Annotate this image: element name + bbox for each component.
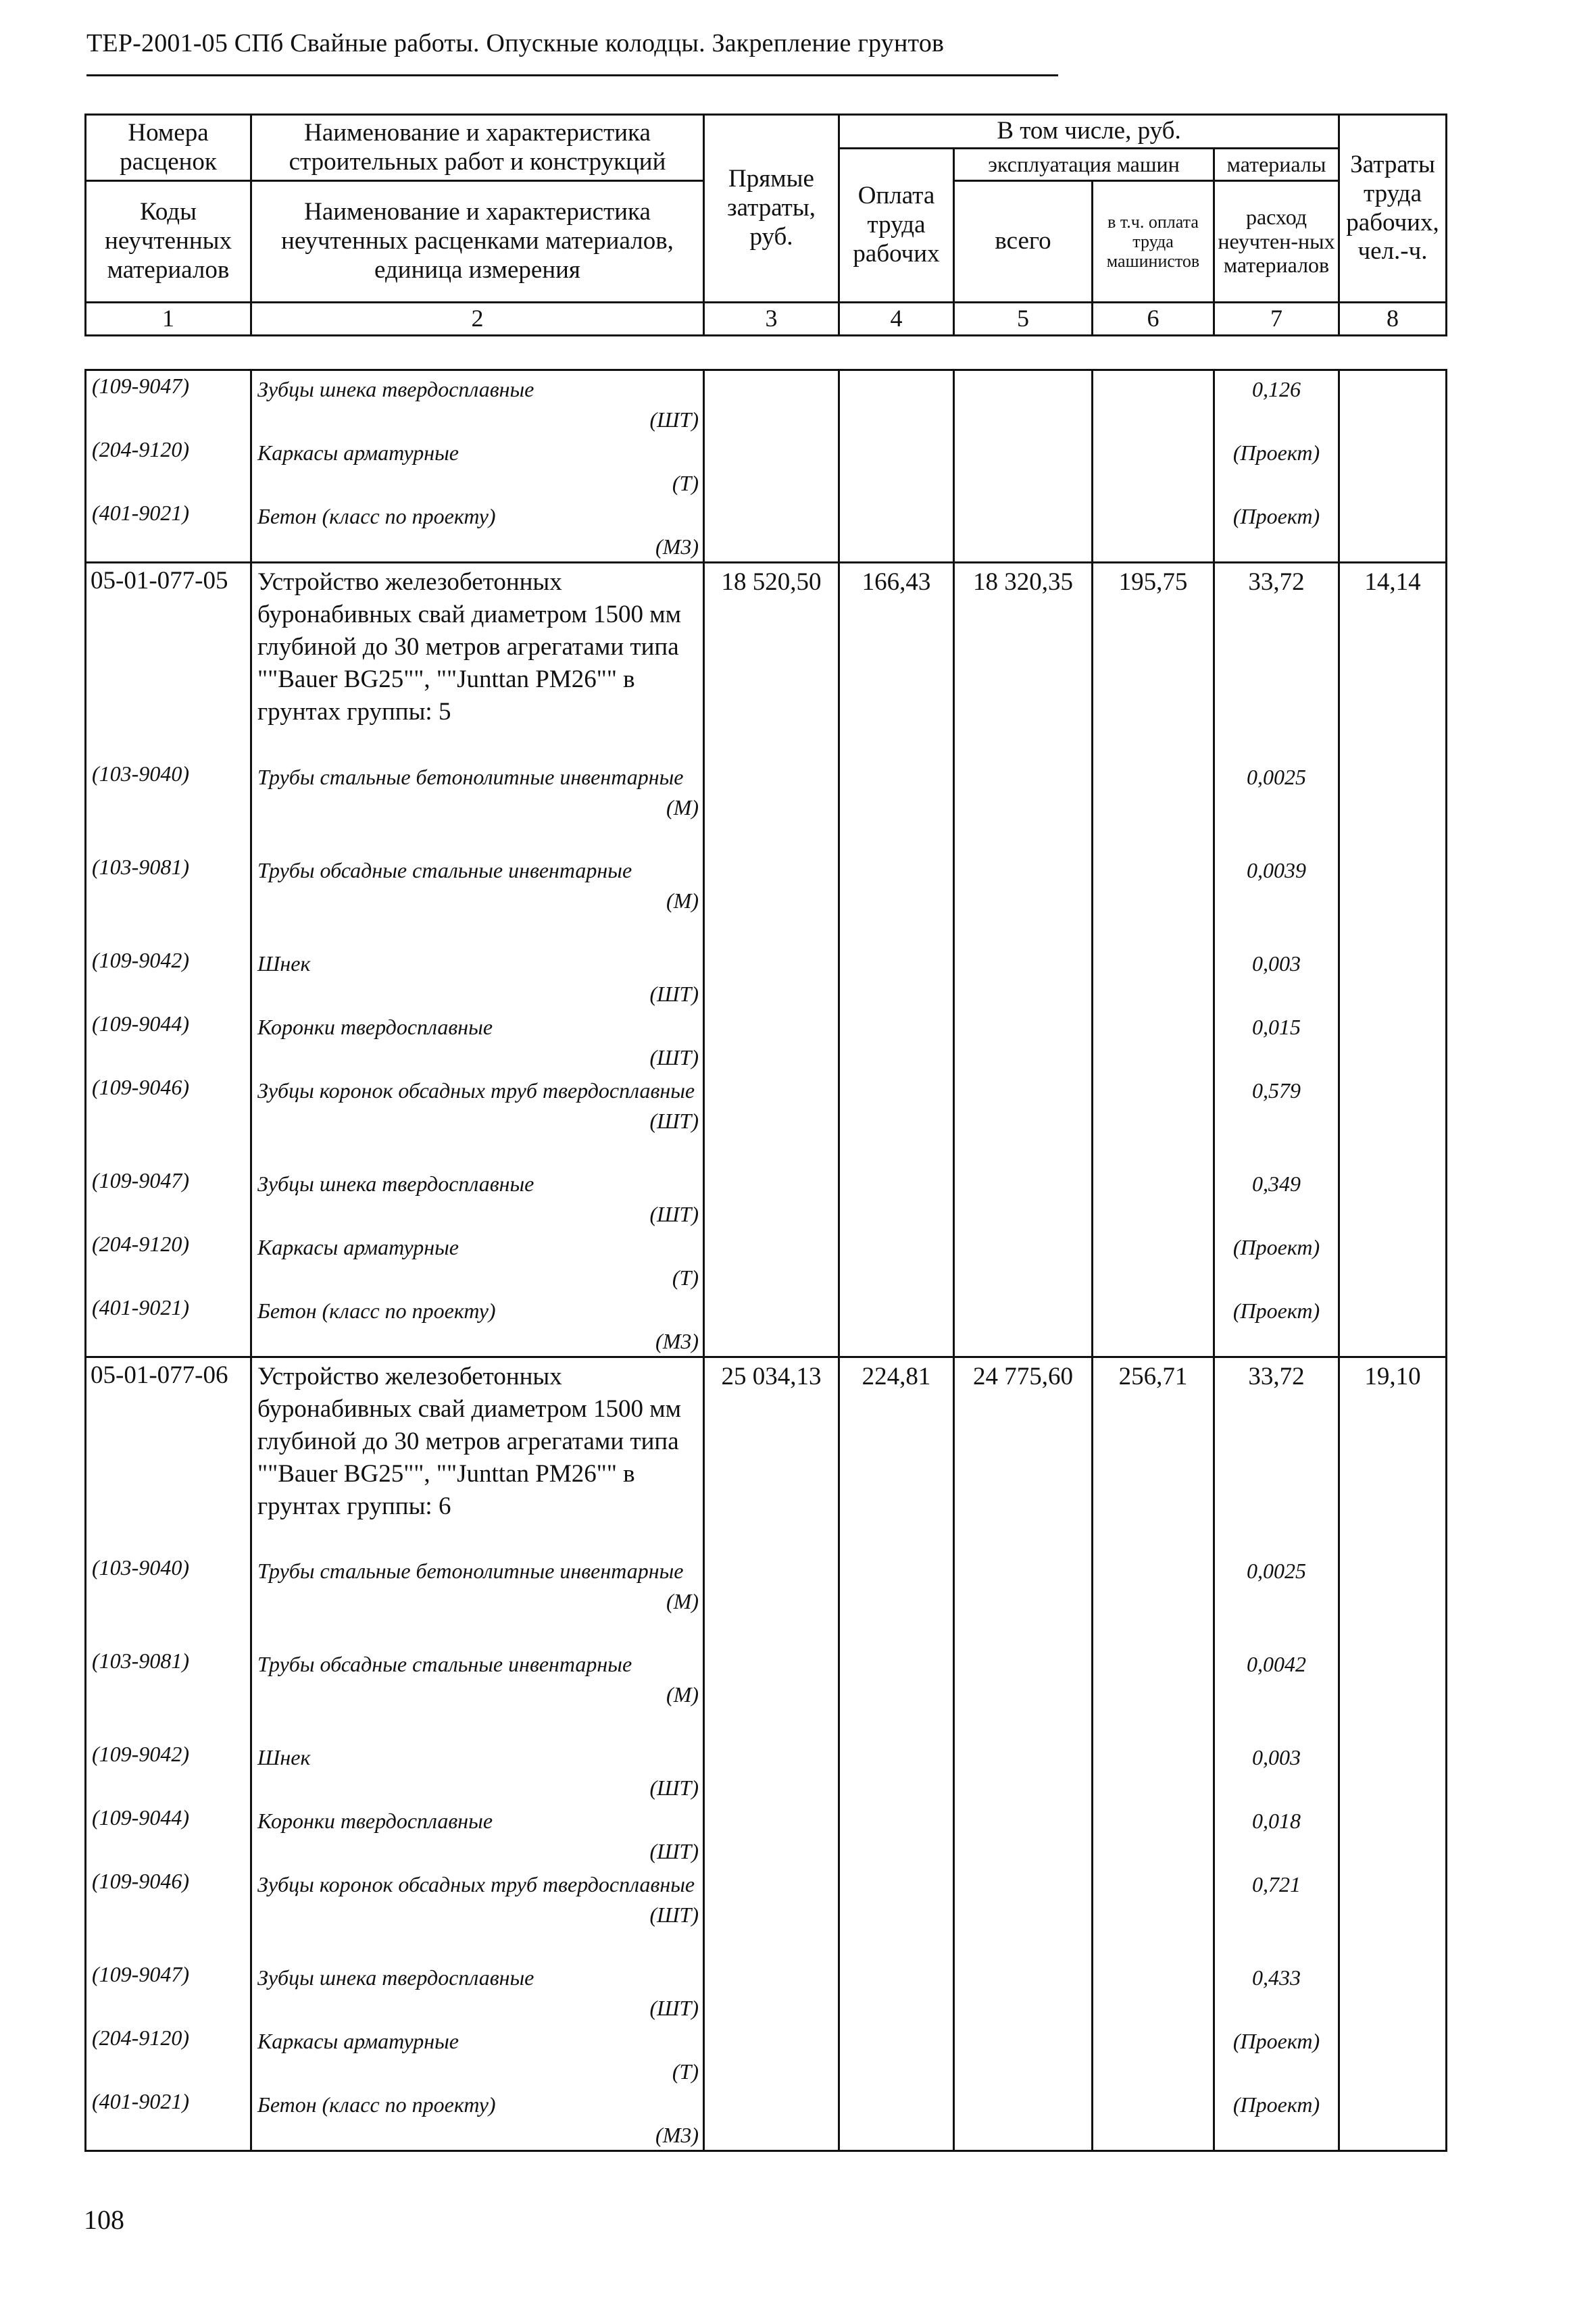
empty-cell	[704, 434, 839, 498]
empty-cell	[1339, 945, 1447, 1009]
empty-cell	[954, 1739, 1093, 1803]
material-name-cell	[251, 498, 704, 563]
rate-name: Устройство железобетонных буронабивных свай диаметром 1500 мм глубиной до 30 метров агрегатами типа ""Bauer BG25"", ""Junttan PM26"" в грунтах группы: 6	[251, 1357, 704, 1553]
material-name: Трубы обсадные стальные инвентарные	[257, 857, 632, 882]
material-name: Трубы обсадные стальные инвентарные	[257, 1652, 632, 1676]
machines-total: 18 320,35	[954, 563, 1093, 759]
col-labor-pay-header: Оплата труда рабочих	[839, 149, 954, 303]
material-quantity: 0,349	[1214, 1165, 1339, 1229]
material-code: (109-9047)	[86, 1959, 251, 2023]
empty-cell	[704, 1646, 839, 1739]
material-code: (109-9042)	[86, 945, 251, 1009]
empty-cell	[1339, 1072, 1447, 1165]
material-name-cell	[251, 1866, 704, 1959]
col-material-codes-header: Коды неучтенных материалов	[86, 181, 251, 303]
material-name: Каркасы арматурные	[257, 1234, 459, 1259]
material-name: Зубцы шнека твердосплавные	[257, 1171, 534, 1196]
empty-cell	[1093, 2023, 1214, 2086]
material-name-cell	[251, 1959, 704, 2023]
empty-cell	[839, 2023, 954, 2086]
empty-cell	[1093, 1803, 1214, 1866]
col-machines-total-header: всего	[954, 181, 1093, 303]
machines-total: 24 775,60	[954, 1357, 1093, 1553]
empty-cell	[1339, 1803, 1447, 1866]
rate-code: 05-01-077-05	[86, 563, 251, 759]
material-name-cell	[251, 1553, 704, 1646]
material-quantity: 0,579	[1214, 1072, 1339, 1165]
empty-cell	[1093, 1646, 1214, 1739]
empty-cell	[704, 1072, 839, 1165]
material-name: Шнек	[257, 1745, 311, 1769]
material-row	[86, 945, 1447, 1009]
material-row	[86, 759, 1447, 852]
col-machines-header: эксплуатация машин	[954, 149, 1214, 181]
empty-cell	[1093, 852, 1214, 945]
empty-cell	[1339, 759, 1447, 852]
material-code: (401-9021)	[86, 1292, 251, 1357]
material-row	[86, 1803, 1447, 1866]
empty-cell	[1093, 498, 1214, 563]
empty-cell	[839, 1165, 954, 1229]
empty-cell	[1339, 852, 1447, 945]
material-unit: (М)	[666, 795, 699, 820]
rates-table	[84, 369, 1447, 2152]
empty-cell	[1339, 1739, 1447, 1803]
material-unit: (ШТ)	[649, 1776, 699, 1800]
empty-cell	[839, 1229, 954, 1292]
material-quantity: (Проект)	[1214, 498, 1339, 563]
material-row	[86, 1646, 1447, 1739]
empty-cell	[704, 759, 839, 852]
empty-cell	[954, 498, 1093, 563]
material-name: Зубцы шнека твердосплавные	[257, 377, 534, 401]
material-row	[86, 1866, 1447, 1959]
material-quantity: (Проект)	[1214, 2023, 1339, 2086]
material-code: (204-9120)	[86, 2023, 251, 2086]
empty-cell	[954, 1229, 1093, 1292]
material-name: Зубцы коронок обсадных труб твердосплавные	[257, 1872, 695, 1896]
empty-cell	[1339, 434, 1447, 498]
material-name-cell	[251, 370, 704, 435]
empty-cell	[704, 852, 839, 945]
material-unit: (ШТ)	[649, 1045, 699, 1070]
material-name-cell	[251, 852, 704, 945]
material-name-cell	[251, 1009, 704, 1072]
material-quantity: 0,0042	[1214, 1646, 1339, 1739]
material-unit: (ШТ)	[649, 1903, 699, 1927]
material-name-cell	[251, 1229, 704, 1292]
rate-row	[86, 1357, 1447, 1553]
material-unit: (ШТ)	[649, 981, 699, 1006]
direct-costs: 18 520,50	[704, 563, 839, 759]
material-name-cell	[251, 1292, 704, 1357]
empty-cell	[1093, 1072, 1214, 1165]
material-unit: (ШТ)	[649, 407, 699, 432]
material-row	[86, 498, 1447, 563]
material-unit: (М)	[666, 888, 699, 913]
material-name: Бетон (класс по проекту)	[257, 1298, 496, 1323]
material-quantity: 0,0025	[1214, 759, 1339, 852]
material-code: (109-9044)	[86, 1803, 251, 1866]
material-quantity: (Проект)	[1214, 1292, 1339, 1357]
material-row	[86, 1072, 1447, 1165]
empty-cell	[839, 759, 954, 852]
material-name: Каркасы арматурные	[257, 441, 459, 465]
col-number: 7	[1214, 303, 1339, 336]
material-name-cell	[251, 1646, 704, 1739]
empty-cell	[1093, 759, 1214, 852]
material-code: (109-9047)	[86, 1165, 251, 1229]
empty-cell	[1093, 1229, 1214, 1292]
empty-cell	[1093, 1959, 1214, 2023]
empty-cell	[1339, 1009, 1447, 1072]
empty-cell	[954, 1072, 1093, 1165]
material-row	[86, 1009, 1447, 1072]
empty-cell	[954, 1959, 1093, 2023]
material-code: (109-9046)	[86, 1072, 251, 1165]
material-quantity: (Проект)	[1214, 1229, 1339, 1292]
col-labor-hours-header: Затраты труда рабочих, чел.-ч.	[1339, 115, 1447, 303]
empty-cell	[1339, 1165, 1447, 1229]
empty-cell	[704, 1229, 839, 1292]
material-unit: (М)	[666, 1589, 699, 1613]
empty-cell	[954, 370, 1093, 435]
empty-cell	[1339, 1866, 1447, 1959]
rate-name: Устройство железобетонных буронабивных свай диаметром 1500 мм глубиной до 30 метров агрегатами типа ""Bauer BG25"", ""Junttan PM26"" в грунтах группы: 5	[251, 563, 704, 759]
material-row	[86, 1959, 1447, 2023]
empty-cell	[1093, 1739, 1214, 1803]
rate-code: 05-01-077-06	[86, 1357, 251, 1553]
empty-cell	[839, 1739, 954, 1803]
material-quantity: 0,003	[1214, 1739, 1339, 1803]
col-number: 1	[86, 303, 251, 336]
empty-cell	[704, 1009, 839, 1072]
empty-cell	[704, 2086, 839, 2151]
empty-cell	[954, 759, 1093, 852]
material-name: Трубы стальные бетонолитные инвентарные	[257, 1559, 684, 1583]
empty-cell	[954, 1009, 1093, 1072]
empty-cell	[704, 498, 839, 563]
col-number: 2	[251, 303, 704, 336]
empty-cell	[704, 1165, 839, 1229]
empty-cell	[1093, 945, 1214, 1009]
material-unit: (ШТ)	[649, 1201, 699, 1226]
material-row	[86, 1229, 1447, 1292]
column-header-table	[84, 114, 1447, 336]
material-name-cell	[251, 1739, 704, 1803]
material-unit: (ШТ)	[649, 1108, 699, 1133]
materials-cost: 33,72	[1214, 1357, 1339, 1553]
material-unit: (М3)	[655, 534, 699, 559]
empty-cell	[1093, 434, 1214, 498]
empty-cell	[704, 1739, 839, 1803]
empty-cell	[954, 1553, 1093, 1646]
material-row	[86, 2086, 1447, 2151]
material-row	[86, 434, 1447, 498]
material-quantity: 0,0039	[1214, 852, 1339, 945]
material-code: (103-9040)	[86, 1553, 251, 1646]
material-row	[86, 1739, 1447, 1803]
empty-cell	[954, 1165, 1093, 1229]
title-rule	[86, 74, 1058, 76]
col-number: 8	[1339, 303, 1447, 336]
empty-cell	[704, 1959, 839, 2023]
col-direct-costs-header: Прямые затраты, руб.	[704, 115, 839, 303]
material-code: (103-9081)	[86, 852, 251, 945]
material-quantity: 0,015	[1214, 1009, 1339, 1072]
material-name-cell	[251, 1165, 704, 1229]
empty-cell	[839, 498, 954, 563]
material-unit: (Т)	[672, 2059, 699, 2084]
empty-cell	[954, 852, 1093, 945]
empty-cell	[1339, 370, 1447, 435]
empty-cell	[839, 2086, 954, 2151]
empty-cell	[839, 1959, 954, 2023]
empty-cell	[704, 1553, 839, 1646]
material-quantity: (Проект)	[1214, 2086, 1339, 2151]
empty-cell	[1339, 498, 1447, 563]
col-number: 5	[954, 303, 1093, 336]
empty-cell	[839, 852, 954, 945]
material-name: Бетон (класс по проекту)	[257, 504, 496, 528]
empty-cell	[1093, 1292, 1214, 1357]
material-quantity: (Проект)	[1214, 434, 1339, 498]
material-quantity: 0,126	[1214, 370, 1339, 435]
empty-cell	[704, 370, 839, 435]
material-quantity: 0,0025	[1214, 1553, 1339, 1646]
col-material-names-header: Наименование и характеристика неучтенных расценками материалов, единица измерения	[251, 181, 704, 303]
material-code: (204-9120)	[86, 1229, 251, 1292]
material-quantity: 0,721	[1214, 1866, 1339, 1959]
material-name: Шнек	[257, 951, 311, 976]
material-quantity: 0,433	[1214, 1959, 1339, 2023]
material-code: (401-9021)	[86, 498, 251, 563]
rate-row	[86, 563, 1447, 759]
empty-cell	[839, 434, 954, 498]
empty-cell	[1339, 1646, 1447, 1739]
material-code: (109-9046)	[86, 1866, 251, 1959]
material-name: Зубцы шнека твердосплавные	[257, 1965, 534, 1990]
col-group-header: В том числе, руб.	[839, 115, 1339, 149]
material-row	[86, 370, 1447, 435]
col-machinists-pay-header: в т.ч. оплата труда машинистов	[1093, 181, 1214, 303]
material-row	[86, 1165, 1447, 1229]
material-name: Каркасы арматурные	[257, 2029, 459, 2053]
material-name-cell	[251, 1803, 704, 1866]
empty-cell	[1339, 2086, 1447, 2151]
labor-hours: 14,14	[1339, 563, 1447, 759]
material-quantity: 0,003	[1214, 945, 1339, 1009]
empty-cell	[1093, 2086, 1214, 2151]
material-code: (103-9081)	[86, 1646, 251, 1739]
empty-cell	[1339, 1229, 1447, 1292]
empty-cell	[704, 1803, 839, 1866]
empty-cell	[1339, 1553, 1447, 1646]
empty-cell	[1093, 1553, 1214, 1646]
empty-cell	[954, 434, 1093, 498]
empty-cell	[954, 945, 1093, 1009]
material-name: Коронки твердосплавные	[257, 1014, 493, 1039]
material-name: Бетон (класс по проекту)	[257, 2092, 496, 2117]
material-unit: (Т)	[672, 471, 699, 495]
empty-cell	[1093, 1165, 1214, 1229]
direct-costs: 25 034,13	[704, 1357, 839, 1553]
empty-cell	[954, 1803, 1093, 1866]
empty-cell	[839, 370, 954, 435]
col-materials-header: материалы	[1214, 149, 1339, 181]
empty-cell	[1339, 1959, 1447, 2023]
material-code: (401-9021)	[86, 2086, 251, 2151]
col-materials-consumption-header: расход неучтен-ных материалов	[1214, 181, 1339, 303]
material-row	[86, 1292, 1447, 1357]
empty-cell	[1093, 370, 1214, 435]
empty-cell	[954, 2086, 1093, 2151]
material-name-cell	[251, 759, 704, 852]
empty-cell	[839, 1646, 954, 1739]
empty-cell	[839, 1803, 954, 1866]
material-name: Зубцы коронок обсадных труб твердосплавные	[257, 1078, 695, 1103]
material-unit: (М)	[666, 1682, 699, 1707]
materials-cost: 33,72	[1214, 563, 1339, 759]
col-number: 3	[704, 303, 839, 336]
empty-cell	[839, 1553, 954, 1646]
machinists-pay: 256,71	[1093, 1357, 1214, 1553]
material-name-cell	[251, 434, 704, 498]
material-row	[86, 2023, 1447, 2086]
empty-cell	[704, 1866, 839, 1959]
empty-cell	[1339, 2023, 1447, 2086]
empty-cell	[1093, 1866, 1214, 1959]
empty-cell	[839, 1072, 954, 1165]
empty-cell	[954, 2023, 1093, 2086]
empty-cell	[839, 1292, 954, 1357]
empty-cell	[704, 945, 839, 1009]
empty-cell	[839, 945, 954, 1009]
col-work-name-header: Наименование и характеристика строительных работ и конструкций	[251, 115, 704, 181]
material-name-cell	[251, 2086, 704, 2151]
material-code: (204-9120)	[86, 434, 251, 498]
material-name-cell	[251, 945, 704, 1009]
labor-hours: 19,10	[1339, 1357, 1447, 1553]
empty-cell	[704, 2023, 839, 2086]
empty-cell	[839, 1866, 954, 1959]
material-quantity: 0,018	[1214, 1803, 1339, 1866]
empty-cell	[1093, 1009, 1214, 1072]
material-name-cell	[251, 2023, 704, 2086]
material-name: Трубы стальные бетонолитные инвентарные	[257, 764, 684, 789]
empty-cell	[954, 1866, 1093, 1959]
material-code: (109-9047)	[86, 370, 251, 435]
empty-cell	[839, 1009, 954, 1072]
machinists-pay: 195,75	[1093, 563, 1214, 759]
material-code: (109-9042)	[86, 1739, 251, 1803]
material-unit: (М3)	[655, 2123, 699, 2147]
material-code: (109-9044)	[86, 1009, 251, 1072]
material-unit: (М3)	[655, 1328, 699, 1353]
labor-pay: 166,43	[839, 563, 954, 759]
material-row	[86, 1553, 1447, 1646]
labor-pay: 224,81	[839, 1357, 954, 1553]
running-title: ТЕР-2001-05 СПб Свайные работы. Опускные колодцы. Закрепление грунтов	[86, 29, 945, 57]
material-unit: (ШТ)	[649, 1996, 699, 2020]
col-rate-number-header: Номера расценок	[86, 115, 251, 181]
empty-cell	[704, 1292, 839, 1357]
col-number: 4	[839, 303, 954, 336]
empty-cell	[1339, 1292, 1447, 1357]
col-number: 6	[1093, 303, 1214, 336]
empty-cell	[954, 1646, 1093, 1739]
page-number: 108	[84, 2205, 124, 2235]
material-row	[86, 852, 1447, 945]
material-name-cell	[251, 1072, 704, 1165]
material-code: (103-9040)	[86, 759, 251, 852]
material-unit: (ШТ)	[649, 1839, 699, 1863]
material-name: Коронки твердосплавные	[257, 1809, 493, 1833]
material-unit: (Т)	[672, 1265, 699, 1290]
empty-cell	[954, 1292, 1093, 1357]
